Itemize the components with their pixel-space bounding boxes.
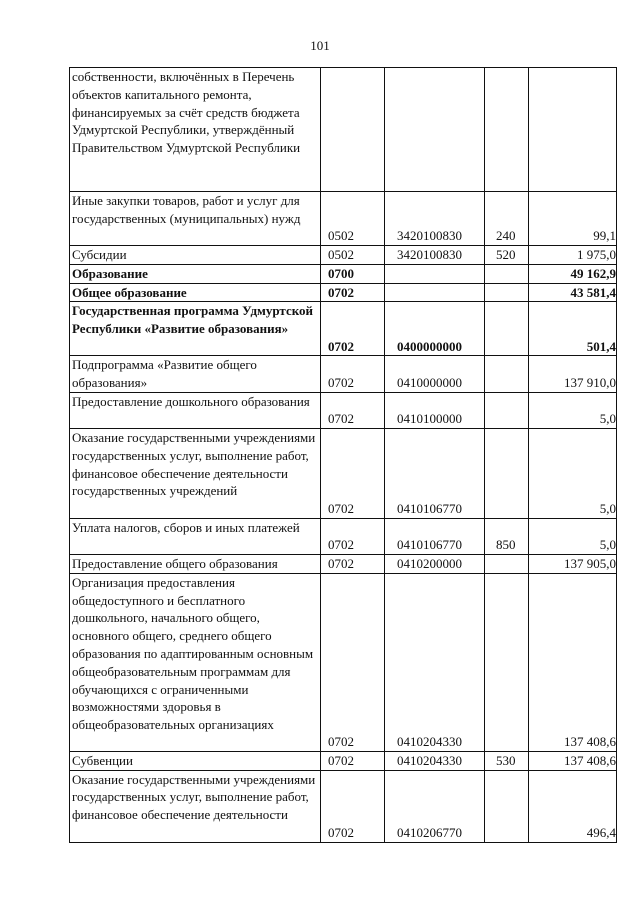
row-section-code: 0702 — [321, 751, 385, 770]
row-target-article-code: 0410000000 — [385, 356, 485, 393]
row-expense-type-code — [485, 554, 529, 573]
row-amount: 137 910,0 — [529, 356, 617, 393]
table-row — [70, 518, 617, 554]
row-expense-type-code — [485, 770, 529, 842]
row-amount: 501,4 — [529, 302, 617, 356]
row-name-cell: Предоставление дошкольного образования — [70, 392, 321, 428]
row-name-cell: Подпрограмма «Развитие общего образования» — [70, 356, 321, 393]
row-amount: 1 975,0 — [529, 246, 617, 265]
row-section-code: 0702 — [321, 283, 385, 302]
table-row — [70, 770, 617, 842]
row-expense-type-code: 850 — [485, 518, 529, 554]
row-name-cell: Иные закупки товаров, работ и услуг для государственных (муниципальных) нужд — [70, 192, 321, 246]
row-amount: 137 408,6 — [529, 751, 617, 770]
row-amount: 99,1 — [529, 192, 617, 246]
row-target-article-code: 0400000000 — [385, 302, 485, 356]
table-row — [70, 283, 617, 302]
row-name-cell: Оказание государственными учреждениями государственных услуг, выполнение работ, финансовое обеспечение деятельности государственных учреждений — [70, 428, 321, 518]
row-expense-type-code: 530 — [485, 751, 529, 770]
row-amount: 5,0 — [529, 518, 617, 554]
row-amount: 49 162,9 — [529, 264, 617, 283]
row-section-code: 0702 — [321, 356, 385, 393]
row-target-article-code — [385, 283, 485, 302]
table-row — [70, 573, 617, 751]
row-section-code: 0502 — [321, 192, 385, 246]
row-amount: 137 905,0 — [529, 554, 617, 573]
row-section-code: 0702 — [321, 428, 385, 518]
row-name-cell: Оказание государственными учреждениями государственных услуг, выполнение работ, финансовое обеспечение деятельности — [70, 770, 321, 842]
row-section-code: 0702 — [321, 573, 385, 751]
row-amount — [529, 68, 617, 192]
table-row — [70, 302, 617, 356]
row-amount: 496,4 — [529, 770, 617, 842]
row-target-article-code: 0410200000 — [385, 554, 485, 573]
table-row — [70, 356, 617, 393]
row-name-cell: Субсидии — [70, 246, 321, 265]
row-expense-type-code — [485, 392, 529, 428]
row-amount: 5,0 — [529, 428, 617, 518]
row-target-article-code: 3420100830 — [385, 192, 485, 246]
table-row — [70, 246, 617, 265]
row-section-code — [321, 68, 385, 192]
row-name-cell: Организация предоставления общедоступного и бесплатного дошкольного, начального общего, основного общего, среднего общего образования по адаптированным основным общеобразовательным программам для обучающихся с ограниченными возможностями здоровья в общеобразовательных организациях — [70, 573, 321, 751]
row-target-article-code — [385, 68, 485, 192]
table-row — [70, 392, 617, 428]
row-expense-type-code — [485, 264, 529, 283]
row-amount: 43 581,4 — [529, 283, 617, 302]
row-section-code: 0502 — [321, 246, 385, 265]
row-section-code: 0702 — [321, 302, 385, 356]
row-target-article-code: 0410204330 — [385, 751, 485, 770]
row-name-cell: Субвенции — [70, 751, 321, 770]
table-row — [70, 192, 617, 246]
row-section-code: 0702 — [321, 518, 385, 554]
row-name-cell: Образование — [70, 264, 321, 283]
page-number: 101 — [310, 38, 330, 53]
row-amount: 5,0 — [529, 392, 617, 428]
row-target-article-code: 0410204330 — [385, 573, 485, 751]
row-name-cell: Общее образование — [70, 283, 321, 302]
row-name-cell: собственности, включённых в Перечень объектов капитального ремонта, финансируемых за счёт средств бюджета Удмуртской Республики, утверждённый Правительством Удмуртской Республики — [70, 68, 321, 192]
row-expense-type-code — [485, 302, 529, 356]
row-section-code: 0702 — [321, 392, 385, 428]
row-target-article-code: 0410106770 — [385, 428, 485, 518]
row-target-article-code: 0410206770 — [385, 770, 485, 842]
row-section-code: 0702 — [321, 554, 385, 573]
row-expense-type-code: 240 — [485, 192, 529, 246]
table-row — [70, 751, 617, 770]
row-expense-type-code — [485, 428, 529, 518]
row-expense-type-code — [485, 68, 529, 192]
row-expense-type-code — [485, 356, 529, 393]
table-row — [70, 264, 617, 283]
row-section-code: 0700 — [321, 264, 385, 283]
row-target-article-code: 3420100830 — [385, 246, 485, 265]
row-target-article-code: 0410106770 — [385, 518, 485, 554]
row-name-cell: Предоставление общего образования — [70, 554, 321, 573]
row-amount: 137 408,6 — [529, 573, 617, 751]
row-expense-type-code — [485, 573, 529, 751]
budget-table-body — [70, 68, 617, 843]
row-name-cell: Уплата налогов, сборов и иных платежей — [70, 518, 321, 554]
table-row — [70, 554, 617, 573]
table-row — [70, 428, 617, 518]
row-target-article-code: 0410100000 — [385, 392, 485, 428]
row-section-code: 0702 — [321, 770, 385, 842]
row-expense-type-code: 520 — [485, 246, 529, 265]
row-name-cell: Государственная программа Удмуртской Республики «Развитие образования» — [70, 302, 321, 356]
row-target-article-code — [385, 264, 485, 283]
table-row — [70, 68, 617, 192]
budget-table — [69, 67, 617, 843]
row-expense-type-code — [485, 283, 529, 302]
